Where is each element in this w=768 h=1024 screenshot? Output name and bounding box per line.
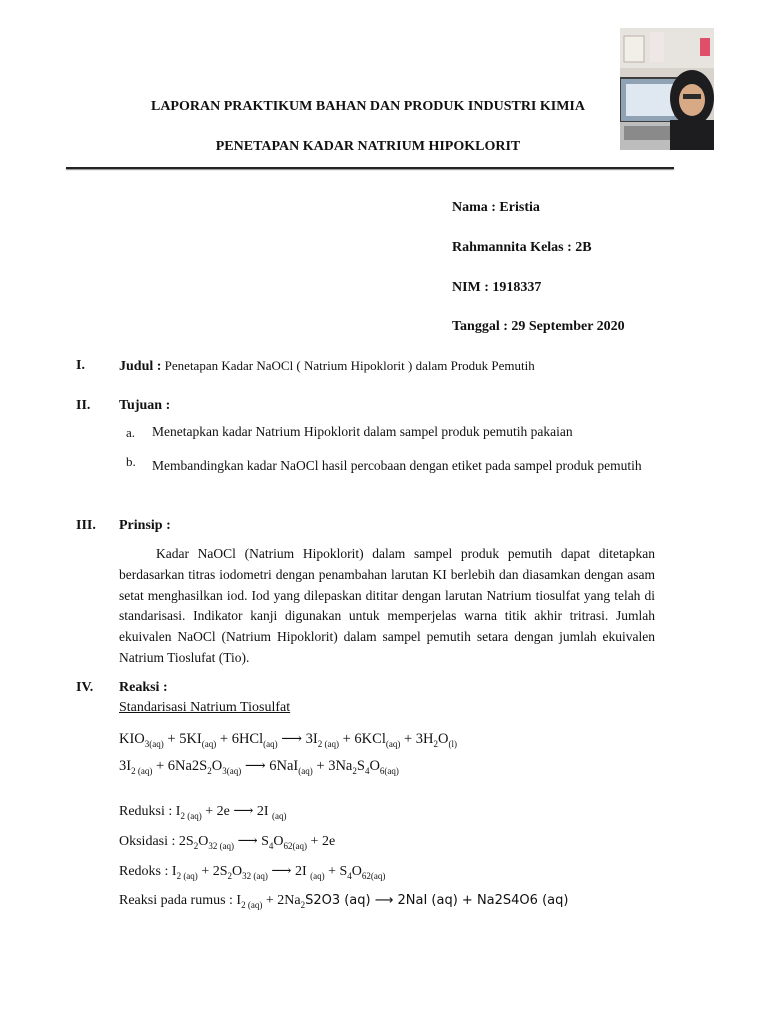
student-name: Nama : Eristia [452,200,540,215]
section-2-label: Tujuan : [119,398,171,413]
section-4-number: IV. [76,680,94,695]
section-1-judul [119,358,535,375]
report-subtitle: PENETAPAN KADAR NATRIUM HIPOKLORIT [215,139,521,154]
equation-redoks: Redoks : $I_{2 (aq)} + 2S_2O_{32 (aq)}$ ⟶ 2I $_{(aq)} + S_4O_{62(aq)}$ [119,864,386,881]
prinsip-paragraph: Kadar NaOCl (Natrium Hipoklorit) dalam sampel produk pemutih dapat ditetapkan berdasarkan titras iodometri dengan penambahan larutan KI berlebih dan diasamkan dengan asam setat menghasilkan iod. Iod yang dilepaskan dititar dengan larutan Natrium tiosulfat yang telah di standarisasi. Indikator kanji digunakan untuk memperjelas warna titik akhir tritrasi. Jumlah ekuivalen NaOCl (Natrium Hipoklorit) dalam sampel pemutih setara dengan jumlah ekuivalen Natrium Tioslufat (Tio). [119,546,655,665]
section-3-label: Prinsip : [119,518,171,533]
header-divider [66,167,674,169]
section-1-label: Judul : [119,359,162,374]
section-2-number: II. [76,398,91,413]
tujuan-b-text: Membandingkan kadar NaOCl hasil percobaan dengan etiket pada sampel produk pemutih [152,458,642,473]
author-photo [620,28,714,150]
section-1-number: I. [76,358,85,373]
equation-reduksi: Reduksi : $I_{2 (aq)} + 2e$ ⟶ 2I $_{(aq)}$ [119,804,287,821]
equation-oksidasi: Oksidasi : $2S_2O_{32 (aq)}$ ⟶ $S_4O_{62(aq)} + 2e$ [119,834,336,851]
student-name-class: Rahmannita Kelas : 2B [452,240,592,255]
equation-standardization-2: $3I_{2 (aq)} + 6Na2S_2O_{3(aq)}$ ⟶ $6NaI_{(aq)} + 3Na_2S_4O_{6(aq)}$ [119,758,399,776]
tujuan-b-letter: b. [126,454,136,469]
tujuan-a-text: Menetapkan kadar Natrium Hipoklorit dalam sampel produk pemutih pakaian [152,424,573,439]
reaksi-subtitle: Standarisasi Natrium Tiosulfat [119,700,291,715]
section-3-number: III. [76,518,96,533]
section-4-label: Reaksi : [119,680,168,695]
equation-reaksi-rumus: Reaksi pada rumus : $I_{2 (aq)} + 2Na_2S2O3$ (aq) ⟶ 2NaI (aq) + Na2S4O6 (aq) [119,893,569,910]
equation-standardization-1: $KIO_{3(aq)} + 5KI_{(aq)} + 6HCl_{(aq)}$ ⟶ $3I_{2 (aq)} + 6KCl_{(aq)} + 3H_2O_{(l)}$ [119,731,457,749]
report-title: LAPORAN PRAKTIKUM BAHAN DAN PRODUK INDUSTRI KIMIA [150,99,585,114]
report-date: Tanggal : 29 September 2020 [452,319,625,334]
section-1-text: Penetapan Kadar NaOCl ( Natrium Hipoklorit ) dalam Produk Pemutih [161,358,535,373]
student-nim: NIM : 1918337 [452,280,542,295]
tujuan-a-letter: a. [126,425,136,440]
